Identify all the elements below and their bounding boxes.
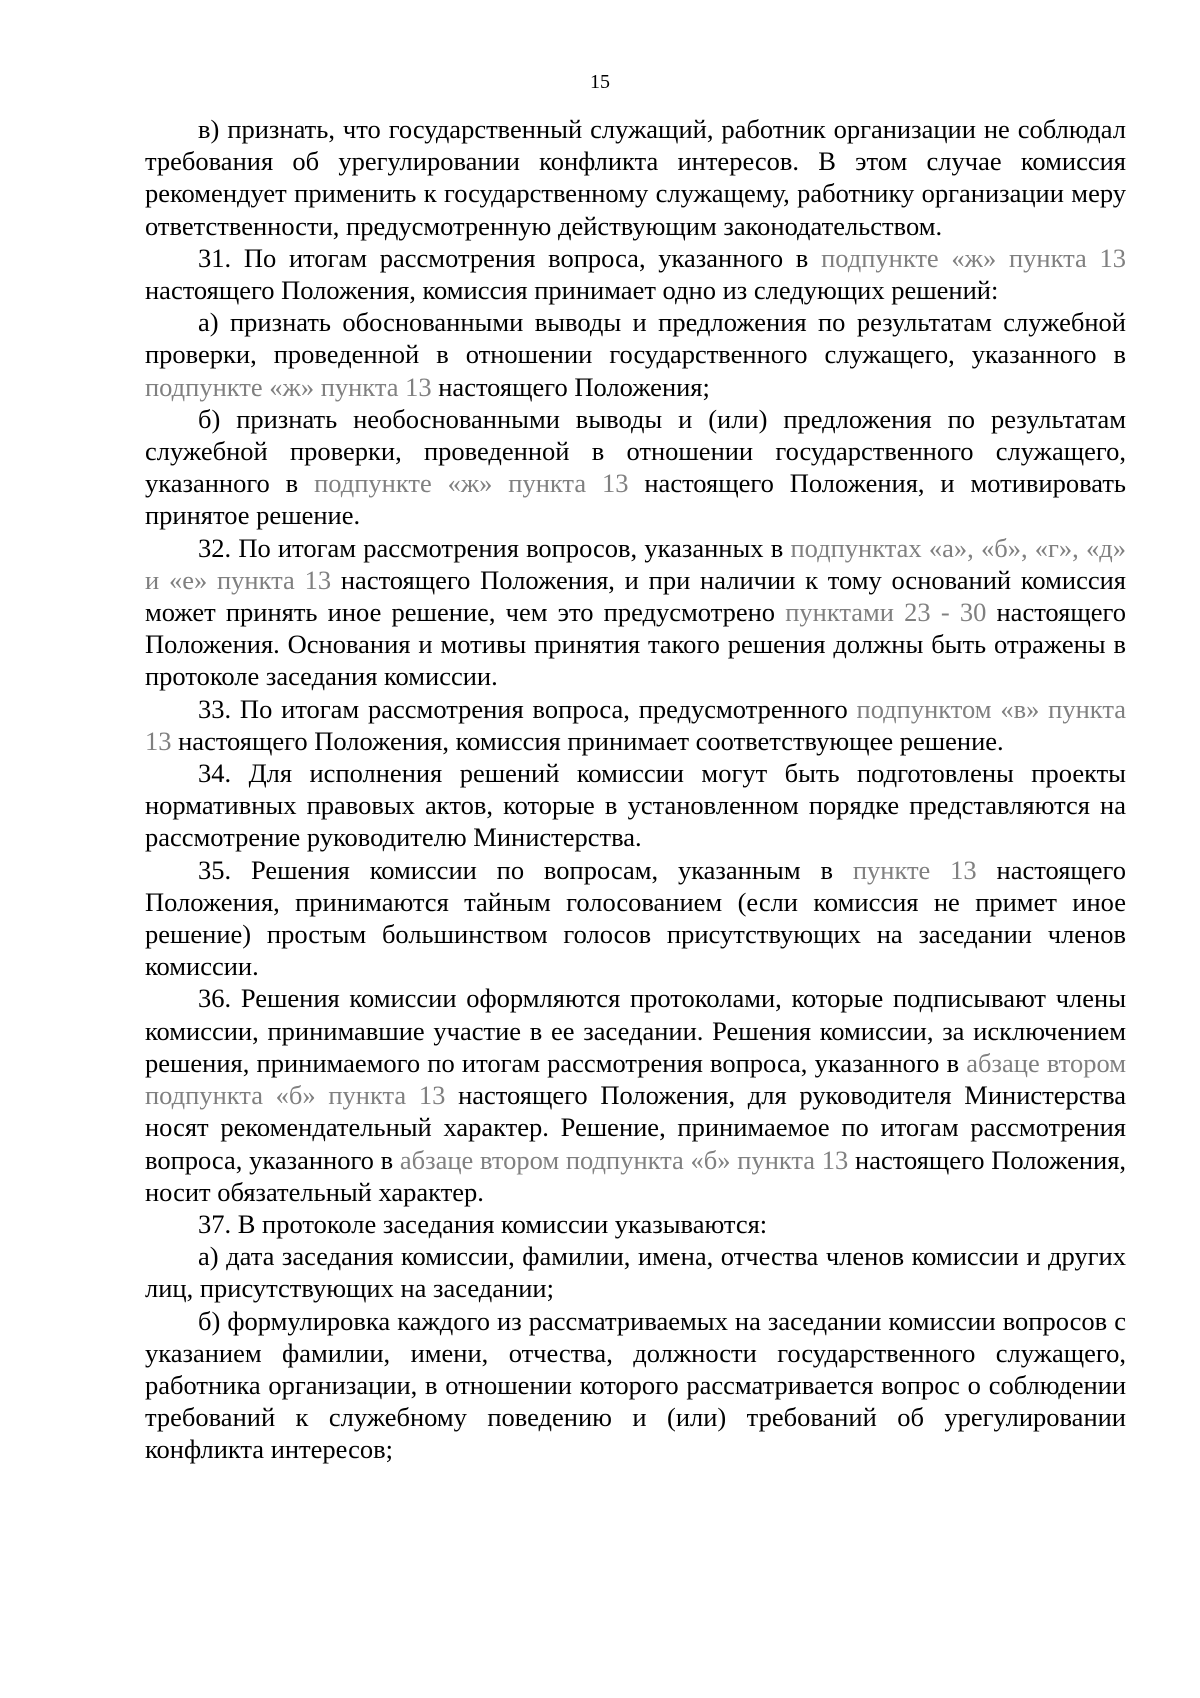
paragraph	[145, 1305, 1126, 1466]
paragraph-text: настоящего Положения, и мотивировать принятое решение.	[145, 468, 1126, 531]
paragraph-text: 36. Решения комиссии оформляются протоколами, которые подписывают члены комиссии, принимавшие участие в ее заседании. Решения комиссии, за исключением решения, принимаемого по итогам рассмотрения вопроса, указанного в	[145, 983, 1126, 1078]
cross-reference-link[interactable]: подпункте «ж» пункта 13	[821, 242, 1126, 273]
paragraph-text: настоящего Положения. Основания и мотивы принятия такого решения должны быть отражены в протоколе заседания комиссии.	[145, 597, 1126, 692]
paragraph-text: в) признать, что государственный служащий, работник организации не соблюдал требования об урегулировании конфликта интересов. В этом случае комиссия рекомендует применить к государственному служащему, работнику организации меру ответственности, предусмотренную действующим законодательством.	[145, 114, 1126, 241]
cross-reference-link[interactable]: подпунктом «в» пункта 13	[145, 693, 1126, 756]
paragraph-text: б) признать необоснованными выводы и (или) предложения по результатам служебной проверки, проведенной в отношении государственного служащего, указанного в	[145, 403, 1126, 499]
cross-reference-link[interactable]: абзаце втором подпункта «б» пункта 13	[145, 1047, 1126, 1111]
paragraph-text: настоящего Положения;	[431, 371, 710, 402]
paragraph-text: настоящего Положения, для руководителя Министерства носят рекомендательный характер. Решение, принимаемое по итогам рассмотрения вопроса, указанного в	[145, 1080, 1126, 1175]
paragraph-text: настоящего Положения, принимаются тайным голосованием (если комиссия не примет иное решение) простым большинством голосов присутствующих на заседании членов комиссии.	[145, 854, 1127, 982]
paragraph	[145, 532, 1126, 693]
paragraph	[145, 693, 1126, 757]
paragraph-text: 34. Для исполнения решений комиссии могут быть подготовлены проекты нормативных правовых актов, которые в установленном порядке представляются на рассмотрение руководителю Министерства.	[145, 758, 1126, 853]
cross-reference-link[interactable]: пунктами 23 - 30	[785, 597, 987, 628]
cross-reference-link[interactable]: абзаце втором подпункта «б» пункта 13	[399, 1144, 849, 1175]
paragraph-text: 37. В протоколе заседания комиссии указываются:	[198, 1208, 768, 1239]
paragraph	[145, 1208, 1126, 1240]
paragraph-text: 31. По итогам рассмотрения вопроса, указанного в	[198, 242, 822, 273]
page-number: 15	[590, 71, 610, 93]
paragraph-text: 32. По итогам рассмотрения вопросов, указанных в	[198, 532, 791, 563]
paragraph-text: а) признать обоснованными выводы и предложения по результатам служебной проверки, проведенной в отношении государственного служащего, указанного в	[145, 307, 1126, 370]
paragraph-text: настоящего Положения, комиссия принимает одно из следующих решений:	[145, 275, 999, 306]
paragraph	[145, 1240, 1126, 1304]
paragraph	[145, 854, 1126, 983]
cross-reference-link[interactable]: подпункте «ж» пункта 13	[314, 468, 629, 499]
paragraph-text: б) формулировка каждого из рассматриваемых на заседании комиссии вопросов с указанием фамилии, имени, отчества, должности государственного служащего, работника организации, в отношении которого рассматривается вопрос о соблюдении требований к служебному поведению и (или) требований об урегулировании конфликта интересов;	[145, 1305, 1126, 1465]
cross-reference-link[interactable]: подпунктах «а», «б», «г», «д» и «е» пункта 13	[145, 532, 1126, 595]
cross-reference-link[interactable]: пункте 13	[852, 854, 977, 885]
paragraph-text: 33. По итогам рассмотрения вопроса, предусмотренного	[198, 693, 857, 724]
paragraph	[145, 306, 1126, 403]
paragraph-text: настоящего Положения, носит обязательный характер.	[145, 1144, 1127, 1207]
paragraph	[145, 982, 1126, 1207]
cross-reference-link[interactable]: подпункте «ж» пункта 13	[145, 371, 432, 402]
paragraph	[145, 757, 1126, 854]
document-body	[145, 113, 1126, 1466]
paragraph-text: 35. Решения комиссии по вопросам, указанным в	[198, 854, 853, 885]
paragraph	[145, 242, 1126, 306]
paragraph-text: настоящего Положения, и при наличии к тому оснований комиссия может принять иное решение, чем это предусмотрено	[145, 564, 1126, 628]
paragraph	[145, 403, 1126, 532]
paragraph-text: настоящего Положения, комиссия принимает соответствующее решение.	[171, 725, 1004, 756]
paragraph-text: а) дата заседания комиссии, фамилии, имена, отчества членов комиссии и других лиц, присутствующих на заседании;	[145, 1241, 1126, 1304]
paragraph	[145, 113, 1126, 242]
